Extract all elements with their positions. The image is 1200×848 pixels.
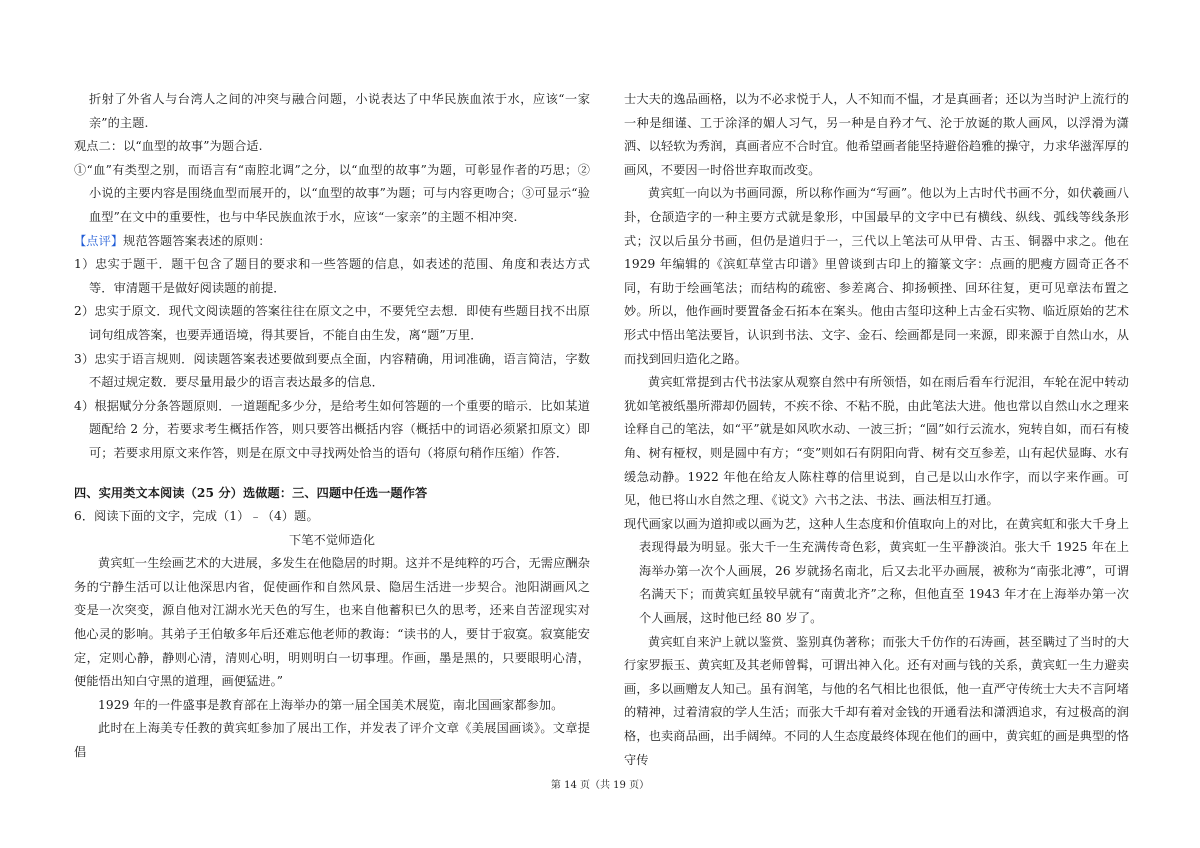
paragraph-view1-end: 折射了外省人与台湾人之间的冲突与融合问题，小说表达了中华民族血浓于水，应该“一家亲”的主题.	[89, 92, 590, 130]
article-paragraph-3-cont: 士大夫的逸品画格，以为不必求悦于人，人不知而不愠，才是真画者；还以为当时沪上流行的一种是细谨、工于涂泽的媚人习气，另一种是自矜才气、沦于放诞的欺人画风，以浮滑为潇洒、以轻软为秀润，真画者应不合时宜。他希望画者能坚持避俗趋雅的操守，力求华滋浑厚的画风，不要因一时俗世弃取而改变。	[624, 92, 1129, 177]
section-title: 四、实用类文本阅读（25 分）选做题：三、四题中任选一题作答	[74, 485, 428, 500]
paragraph-view2-heading: 观点二：以“血型的故事”为题合适.	[74, 139, 263, 154]
rule-1: 1）忠实于题干．题干包含了题目的要求和一些答题的信息，如表述的范围、角度和表达方式等．审清题干是做好阅读题的前提．	[74, 257, 590, 295]
article-paragraph-2: 1929 年的一件盛事是教育部在上海举办的第一届全国美术展览，南北国画家都参加。	[98, 697, 564, 712]
comment-heading	[74, 230, 590, 254]
left-column	[74, 88, 590, 765]
comment-mark: 【点评】	[74, 233, 124, 248]
article-paragraph-3: 此时在上海美专任教的黄宾虹参加了展出工作，并发表了评介文章《美展国画谈》。文章提倡	[74, 721, 590, 760]
comment-text: 规范答题答案表述的原则：	[123, 233, 271, 248]
paragraph-view2-body: ①“血”有类型之别，而语言有“南腔北调”之分，以“血型的故事”为题，可彰显作者的巧思；②小说的主要内容是围绕血型而展开的，以“血型的故事”为题；可与内容更吻合；③可显示“验血型”在文中的重要性，也与中华民族血浓于水，应该“一家亲”的主题不相冲突.	[74, 162, 590, 224]
rule-3: 3）忠实于语言规则．阅读题答案表述要做到要点全面，内容精确，用词准确，语言简洁，字数不超过规定数．要尽量用最少的语言表达最多的信息．	[74, 351, 590, 390]
article-paragraph-1: 黄宾虹一生绘画艺术的大进展，多发生在他隐居的时期。这并不是纯粹的巧合，无需应酬杂务的宁静生活可以让他深思内省，促使画作和自然风景、隐居生活进一步契合。池阳湖画风之变是一次突变，源自他对江湖水光天色的写生，也来自他蓄积已久的思考，还来自苦涩现实对他心灵的影响。其弟子王伯敏多年后还难忘他老师的教诲：“读书的人，要甘于寂寞。寂寞能安定，定则心静，静则心清，清则心明，明则明白一切事理。作画，墨是黑的，只要眼明心清，便能悟出知白守黑的道理，画便猛进。”	[74, 556, 590, 689]
page-footer: 第 14 页（共 19 页）	[550, 780, 650, 791]
article-paragraph-7: 黄宾虹自来沪上就以鉴赏、鉴别真伪著称；而张大千仿作的石涛画，甚至瞒过了当时的大行家罗振玉、黄宾虹及其老师曾髯，可谓出神入化。还有对画与钱的关系，黄宾虹一生力避卖画，多以画赠友人知己。虽有润笔，与他的名气相比也很低，他一直严守传统士大夫不言阿堵的精神，过着清寂的学人生活；而张大千却有着对金钱的开通看法和潇洒追求，有过极高的润格，也卖商品画，出手阔绰。不同的人生态度最终体现在他们的画中，黄宾虹的画是典型的恪守传	[624, 634, 1129, 767]
rule-2: 2）忠实于原文．现代文阅读题的答案往往在原文之中，不要凭空去想．即使有些题目找不出原词句组成答案，也要弄通语境，得其要旨，不能自由生发，离“题”万里．	[74, 304, 590, 342]
right-column	[624, 88, 1129, 772]
article-title: 下笔不觉师造化	[288, 532, 375, 547]
question-6: 6．阅读下面的文字，完成（1）﹣（4）题。	[74, 509, 319, 524]
article-paragraph-5: 黄宾虹常提到古代书法家从观察自然中有所领悟，如在雨后看车行泥泪，车轮在泥中转动犹如笔被纸墨所滞却仍圆转，不疾不徐、不粘不脱，由此笔法大进。他也常以自然山水之理来诠释自己的笔法，如“平”就是如风吹水动、一波三折；“圆”如行云流水，宛转自如，而石有棱角、树有桠杈，则是圆中有方；“变”则如石有阴阳向背、树有交互参差，山有起伏显晦、水有缓急动静。1922 年他在给友人陈柱尊的信里说到，自己是以山水作字，而以字来作画。可见，他已将山水自然之理、《说文》六书之法、书法、画法相互打通。	[624, 375, 1129, 508]
article-paragraph-4: 黄宾虹一向以为书画同源，所以称作画为“写画”。他以为上古时代书画不分，如伏羲画八卦，仓颉造字的一种主要方式就是象形，中国最早的文字中已有横线、纵线、弧线等线条形式；汉以后虽分书画，但仍是道归于一，三代以上笔法可从甲骨、古玉、铜器中求之。他在 1929 年编辑的《滨虹草堂古印谱》里曾谈到古印上的籀篆文字：点画的肥瘦方圆奇正各不同，有助于绘画笔法；而结构的疏密、参差离合、抑扬顿挫、回环往复，更可见章法布置之妙。所以，他作画时要置备金石拓本在案头。他由古玺印这种上古金石实物、临近原始的艺术形式中悟出笔法要旨，认识到书法、文字、金石、绘画都是同一来源，即来源于自然山水，从而找到回归造化之路。	[624, 186, 1129, 366]
article-paragraph-6: 现代画家以画为道抑或以画为艺，这种人生态度和价值取向上的对比，在黄宾虹和张大千身上表现得最为明显。张大千一生充满传奇色彩，黄宾虹一生平静淡泊。张大千 1925 年在上海举办第一次个人画展，26 岁就扬名南北，后又去北平办画展，被称为“南张北溥”，可谓名满天下；而黄宾虹虽较早就有“南黄北齐”之称，但他直至 1943 年才在上海举办第一次个人画展，这时他已经 80 岁了。	[624, 516, 1129, 626]
rule-4: 4）根据赋分分条答题原则．一道题配多少分，是给考生如何答题的一个重要的暗示．比如某道题配给 2 分，若要求考生概括作答，则只要答出概括内容（概括中的词语必须紧扣原文）即可；若要求用原文来作答，则是在原文中寻找两处恰当的语句（将原句稍作压缩）作答．	[74, 398, 590, 460]
